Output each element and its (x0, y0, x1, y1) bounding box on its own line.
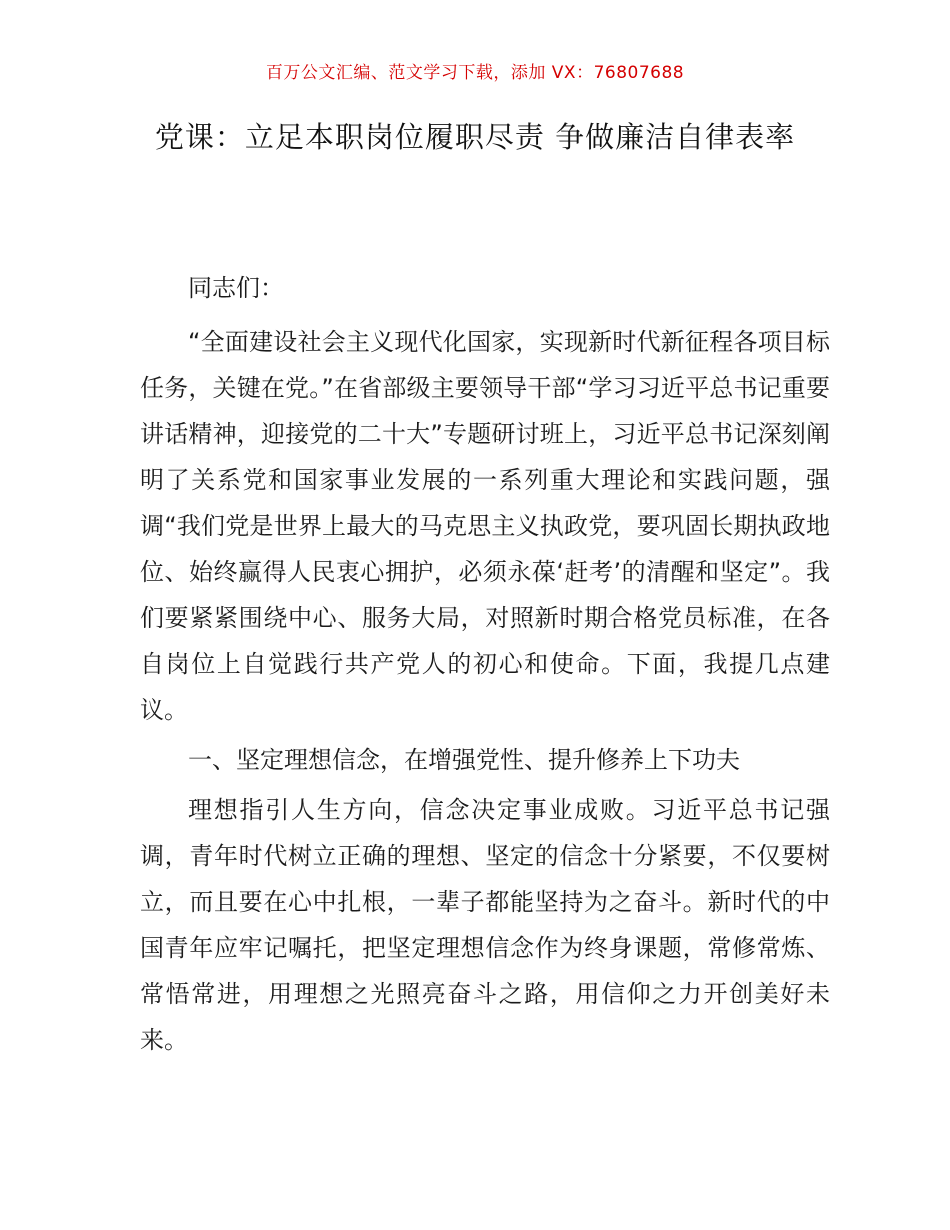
header-watermark-note: 百万公文汇编、范文学习下载，添加 VX：76807688 (265, 63, 685, 83)
paragraph-section-1: 理想指引人生方向，信念决定事业成败。习近平总书记强调，青年时代树立正确的理想、坚定的信念十分紧要，不仅要树立，而且要在心中扎根，一辈子都能坚持为之奋斗。新时代的中国青年应牢记嘱托，把坚定理想信念作为终身课题，常修常炼、常悟常进，用理想之光照亮奋斗之路，用信仰之力开创美好未来。 (140, 796, 830, 1054)
document-title: 党课：立足本职岗位履职尽责 争做廉洁自律表率 (154, 120, 796, 154)
salutation: 同志们： (188, 274, 284, 302)
document-body (140, 265, 830, 1067)
paragraph-intro: “全面建设社会主义现代化国家，实现新时代新征程各项目标任务，关键在党。”在省部级主要领导干部“学习习近平总书记重要讲话精神，迎接党的二十大”专题研讨班上，习近平总书记深刻阐明了关系党和国家事业发展的一系列重大理论和实践问题，强调“我们党是世界上最大的马克思主义执政党，要巩固长期执政地位、始终赢得人民衷心拥护，必须永葆‘赶考’的清醒和坚定”。我们要紧紧围绕中心、服务大局，对照新时期合格党员标准，在各自岗位上自觉践行共产党人的初心和使命。下面，我提几点建议。 (140, 328, 830, 724)
section-heading-1: 一、坚定理想信念，在增强党性、提升修养上下功夫 (188, 746, 740, 774)
